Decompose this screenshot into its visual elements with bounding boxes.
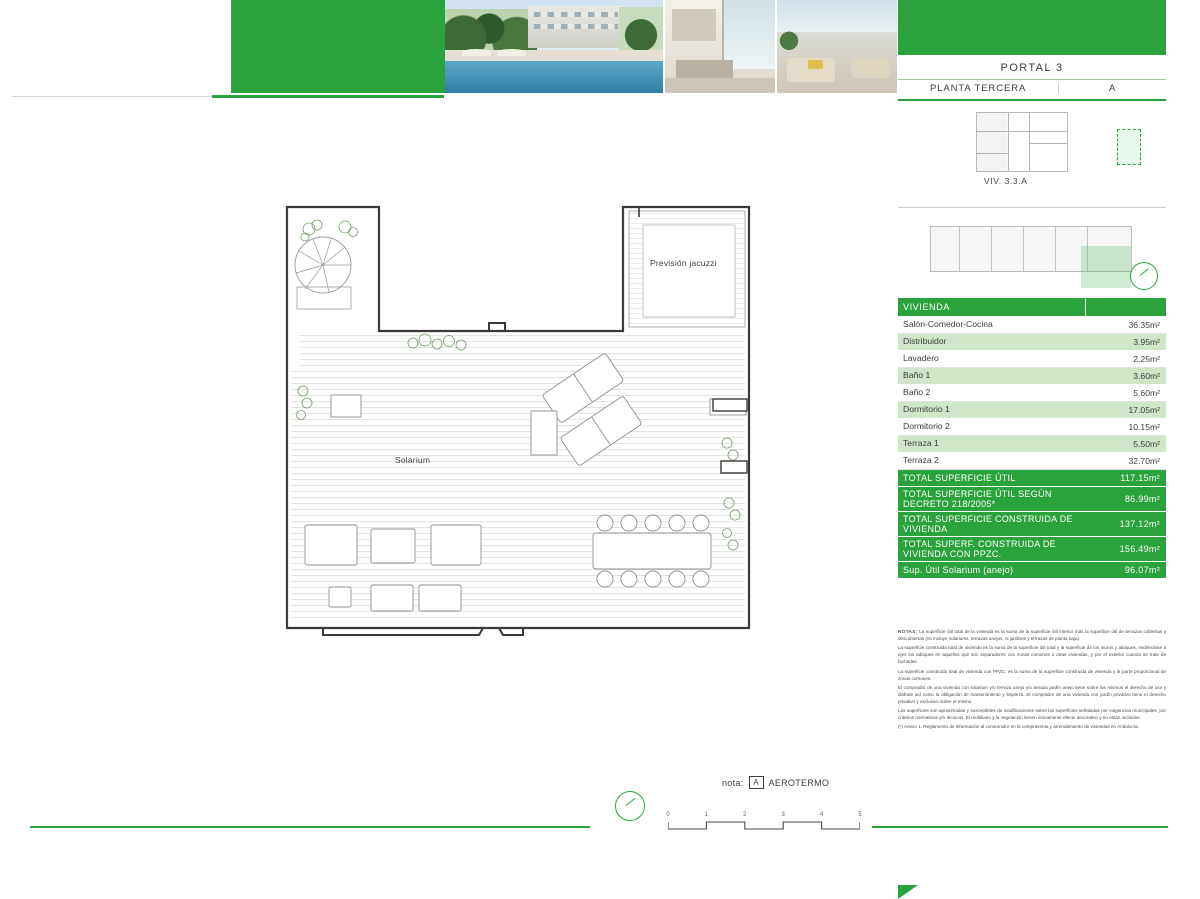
table-row: Baño 1 3.60m² <box>898 368 1166 385</box>
keyplan-unit-highlight <box>1117 129 1141 165</box>
table-total-row: TOTAL SUPERFICIE ÚTIL 117.15m² <box>898 470 1166 487</box>
notes-paragraph: La superficie construida total de vivienda es la suma de la superficie útil total y la superficie de los muros y tabiques, midiéndose a ejes los tabiques en aquellos que son separadores con zonas comunes u otras viviendas, y por el exterior cuando se trate de fachadas. <box>898 645 1166 665</box>
table-row: Dormitorio 2 10.15m² <box>898 419 1166 436</box>
footer-rule-left <box>30 826 590 828</box>
nota-text: AEROTERMO <box>768 777 830 788</box>
photo-pool-exterior <box>445 0 663 93</box>
nota-label: nota: <box>722 777 744 788</box>
notes-block <box>898 628 1166 732</box>
keyplan-unit-label: VIV. 3.3.A <box>984 176 1028 186</box>
footer-rule-right <box>872 826 1168 828</box>
legend-nota <box>722 776 829 789</box>
portal-row <box>898 55 1166 80</box>
scale-tick: 5 <box>858 812 862 818</box>
keyplan-building-drawing <box>930 226 1132 272</box>
table-row: Terraza 1 5.50m² <box>898 436 1166 453</box>
surfaces-table <box>898 299 1166 579</box>
table-header-label: VIVIENDA <box>903 302 950 313</box>
compass-icon <box>1130 262 1158 290</box>
notes-paragraph: (*) Anexo 1. Reglamento de información al consumidor en la compraventa y arrendamiento de viviendas en Andalucía. <box>898 724 1139 730</box>
keyplan-building <box>898 208 1166 300</box>
photo-terrace-lounge <box>777 0 897 93</box>
table-row: Dormitorio 1 17.05m² <box>898 402 1166 419</box>
table-row: Salón-Comedor-Cocina 36.35m² <box>898 317 1166 334</box>
scale-bar <box>668 812 860 832</box>
portal-label: PORTAL 3 <box>1000 61 1064 74</box>
table-total-row: Sup. Útil Solarium (anejo) 96.07m² <box>898 562 1166 579</box>
keyplan-building-highlight <box>1081 246 1131 288</box>
table-row: Lavadero 2.25m² <box>898 351 1166 368</box>
plan-label-solarium: Solarium <box>395 455 431 465</box>
header-thin-rule <box>12 96 212 97</box>
notes-paragraph: La superficie construida total de vivienda con PPZC, es la suma de la superficie construida de vivienda y la parte proporcional de zonas comunes. <box>898 668 1166 681</box>
notes-paragraph: La superficie útil total de la vivienda es la suma de la superficie útil interior más la superficie útil de terrazas cubiertas y descubiertas (no incluye solariums, terrazas anejos, ni jardines y terrazas de planta baja). <box>898 629 1166 642</box>
floor-label: PLANTA TERCERA <box>898 83 1059 94</box>
keyplan-unit <box>898 104 1166 208</box>
compass-icon-bottom <box>615 791 645 821</box>
keyplan-unit-drawing <box>976 112 1068 172</box>
nota-box-letter: A <box>749 776 764 789</box>
panel-divider-green <box>898 99 1166 101</box>
panel-green-header <box>898 0 1166 55</box>
scale-tick: 2 <box>743 812 747 818</box>
planta-row <box>898 79 1166 98</box>
photo-interior-kitchen <box>665 0 775 93</box>
table-row: Distribuidor 3.95m² <box>898 334 1166 351</box>
notes-paragraph: El comprador de una vivienda con solarium y/o terraza anejo y/o terraza jardín anejo tiene sobre los mismos el derecho de uso y disfrute así como la obligación de mantenimiento y limpieza. El comprador de una vivienda con jardín privativo tiene el derecho privativo y exclusivo sobre el mismo. <box>898 684 1166 704</box>
floor-plan-drawing <box>283 203 753 638</box>
table-total-row: TOTAL SUPERFICIE ÚTIL SEGÚN DECRETO 218/2005* 86.99m² <box>898 487 1166 512</box>
table-row: Baño 2 5.60m² <box>898 385 1166 402</box>
scale-tick: 0 <box>666 812 670 818</box>
scale-tick: 3 <box>781 812 785 818</box>
brand-green-block <box>231 0 445 93</box>
table-header-row <box>898 299 1166 317</box>
scale-tick: 4 <box>819 812 824 818</box>
notes-title: NOTAS: <box>898 629 918 634</box>
unit-letter: A <box>1108 83 1117 94</box>
panel-bottom-accent <box>898 885 1166 899</box>
plan-label-jacuzzi: Previsión jacuzzi <box>650 258 717 268</box>
table-total-row: TOTAL SUPERF. CONSTRUIDA DE VIVIENDA CON PPZC. 156.49m² <box>898 537 1166 562</box>
header-green-rule <box>212 95 444 98</box>
table-row: Terraza 2 32.70m² <box>898 453 1166 470</box>
scale-tick: 1 <box>704 812 709 818</box>
table-total-row: TOTAL SUPERFICIE CONSTRUIDA DE VIVIENDA 137.12m² <box>898 512 1166 537</box>
notes-paragraph: Las superficies son aproximadas y susceptibles de modificaciones sobre las superficies señaladas por exigencias municipales, por criterios normativos y/o técnicos. El mobiliario y la vegetación tienen únicamente efecto decorativo y no están incluidos. <box>898 708 1166 721</box>
